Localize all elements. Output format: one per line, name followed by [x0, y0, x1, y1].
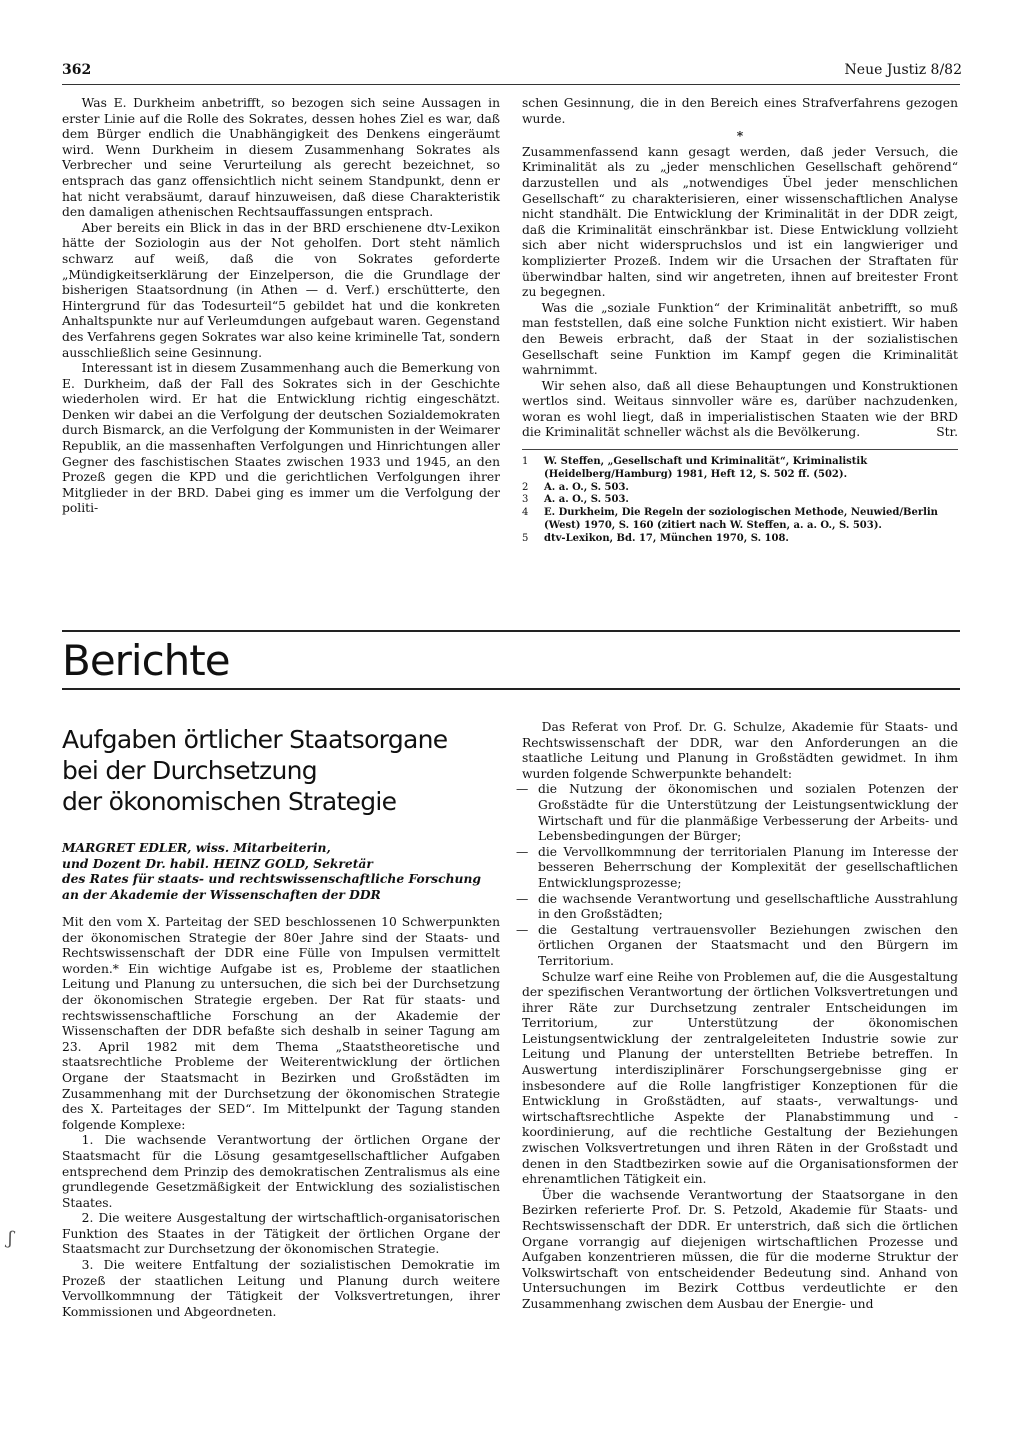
footnote-number: 3 — [522, 494, 529, 506]
section-separator-star: * — [736, 128, 744, 144]
dash-list — [522, 782, 958, 969]
numbered-point: 2. Die weitere Ausgestaltung der wirtschaftlich-organisatorischen Funktion des Staates in der Tätigkeit der örtlichen Organe der Staatsmacht zur Durchsetzung der ökonomischen Strategie. — [62, 1211, 500, 1257]
header-rule — [62, 84, 960, 85]
article-left-column — [62, 915, 500, 1320]
footnote — [522, 507, 958, 533]
page-number: 362 — [62, 62, 92, 78]
footnote-text: dtv-Lexikon, Bd. 17, München 1970, S. 108. — [544, 532, 789, 544]
article-title-line: der ökonomischen Strategie — [62, 787, 397, 816]
article-title-line: Aufgaben örtlicher Staatsorgane — [62, 725, 448, 754]
list-item: — die wachsende Verantwortung und gesellschaftliche Ausstrahlung in den Großstädten; — [522, 892, 958, 923]
byline-line: an der Akademie der Wissenschaften der DDR — [62, 886, 381, 902]
journal-issue: Neue Justiz 8/82 — [844, 62, 962, 78]
footnote-rule — [522, 449, 958, 450]
footnote-number: 1 — [522, 456, 529, 468]
margin-pencil-mark: ʃ — [6, 1227, 15, 1250]
top-left-column — [62, 96, 500, 517]
byline-line: des Rates für staats- und rechtswissenschaftliche Forschung — [62, 871, 482, 887]
paragraph-final — [522, 379, 958, 441]
byline-line: MARGRET EDLER, wiss. Mitarbeiterin, — [62, 840, 331, 855]
page-header — [62, 62, 962, 84]
numbered-point: 1. Die wachsende Verantwortung der örtlichen Organe der Staatsmacht für die Lösung gesamtgesellschaftlicher Aufgaben entsprechend dem Prinzip des demokratischen Zentralismus als eine grundlegende Gesetzmäßigkeit der Entwicklung des sozialistischen Staates. — [62, 1133, 500, 1210]
paragraph: Schulze warf eine Reihe von Problemen auf, die die Ausgestaltung der spezifischen Verantwortung der örtlichen Volksvertretungen und ihrer Räte zur Durchsetzung zentraler Entscheidungen im Territorium, zur Unterstützung der ökonomischen Leistungsentwicklung der zentralgeleiteten Industrie sowie zur Leitung und Planung der unterstellten Betriebe betreffen. In Auswertung interdisziplinärer Forschungsergebnisse ging er insbesondere auf die Rolle langfristiger Konzeptionen für die Entwicklung in Großstädten, auf staats-, verwaltungs- und wirtschaftsrechtliche Aspekte der Planabstimmung und -koordinierung, auf die rechtliche Gestaltung der Beziehungen zwischen Volksvertretungen und ihren Räten in der Großstadt und denen in den Stadtbezirken sowie auf die Organisationsformen der ehrenamtlichen Tätigkeit ein. — [522, 969, 958, 1187]
paragraph: Mit den vom X. Parteitag der SED beschlossenen 10 Schwerpunkten der ökonomischen Strategie der 80er Jahre sind der Staats- und Rechtswissenschaft der DDR eine Fülle von Impulsen vermittelt worden.* Ein wichtige Aufgabe ist es, Probleme der staatlichen Leitung und Planung zu untersuchen, die sich bei der Durchsetzung der ökonomischen Strategie ergeben. Der Rat für staats- und rechtswissenschaftliche Forschung an der Akademie der Wissenschaften der DDR befaßte sich deshalb in seiner Tagung am 23. April 1982 mit dem Thema „Staatstheoretische und staatsrechtliche Probleme der Weiterentwicklung der örtlichen Organe der Staatsmacht in Bezirken und Großstädten im Zusammenhang mit der Durchsetzung der ökonomischen Strategie des X. Parteitages der SED“. Im Mittelpunkt der Tagung standen folgende Komplexe: — [62, 915, 500, 1132]
article-right-column — [522, 720, 958, 1313]
footnote — [522, 533, 958, 546]
footnote-number: 2 — [522, 481, 529, 493]
footnote-number: 5 — [522, 532, 529, 544]
paragraph: Das Referat von Prof. Dr. G. Schulze, Akademie für Staats- und Rechtswissenschaft der DDR, war den Anforderungen an die staatliche Leitung und Planung in Großstädten gewidmet. In ihm wurden folgende Schwerpunkte behandelt: — [522, 720, 958, 781]
paragraph: Aber bereits ein Blick in das in der BRD erschienene dtv-Lexikon hätte der Soziologin aus der Not geholfen. Dort steht nämlich schwarz auf weiß, daß die von Sokrates geforderte „Mündigkeitserklärung der Einzelperson, die die Grundlage der bisherigen Staatsordnung (in Athen — d. Verf.) erschütterte, den Hintergrund für das Todesurteil“5 gebildet hat und die konkreten Anhaltspunkte nur auf Verleumdungen aufgebaut waren. Gegenstand des Verfahrens gegen Sokrates war also keine kriminelle Tat, sondern ausschließlich seine Gesinnung. — [62, 220, 500, 360]
footnote — [522, 494, 958, 507]
paragraph: Über die wachsende Verantwortung der Staatsorgane in den Bezirken referierte Prof. Dr. S. Petzold, Akademie für Staats- und Rechtswissenschaft der DDR. Er unterstrich, daß sich die örtlichen Organe vorrangig auf diejenigen wirtschaftlichen Prozesse und Aufgaben konzentrieren müssen, die für die moderne Struktur der Volkswirtschaft von entscheidender Bedeutung sind. Anhand von Untersuchungen im Bezirk Cottbus verdeutlichte er den Zusammenhang zwischen dem Ausbau der Energie- und — [522, 1187, 958, 1311]
article-title-line: bei der Durchsetzung — [62, 756, 317, 785]
author-signoff: Str. — [936, 425, 958, 440]
byline-line: und Dozent Dr. habil. HEINZ GOLD, Sekretär — [62, 855, 373, 871]
section-rule-bottom — [62, 688, 960, 690]
footnote-text: A. a. O., S. 503. — [544, 481, 629, 493]
footnote-number: 4 — [522, 507, 529, 519]
footnote-text: W. Steffen, „Gesellschaft und Kriminalität“, Kriminalistik (Heidelberg/Hamburg) 1981, Heft 12, S. 502 ff. (502). — [544, 456, 868, 480]
section-rule-top — [62, 630, 960, 632]
paragraph-continuation: schen Gesinnung, die in den Bereich eines Strafverfahrens gezogen wurde. — [522, 96, 958, 126]
list-item: — die Nutzung der ökonomischen und sozialen Potenzen der Großstädte für die Unterstützung der Leistungsentwicklung der Wirtschaft und für die planmäßige Verbesserung der Arbeits- und Lebensbedingungen der Bürger; — [522, 782, 958, 844]
list-item: — die Vervollkommnung der territorialen Planung im Interesse der besseren Beherrschung der Komplexität der gesellschaftlichen Entwicklungsprozesse; — [522, 845, 958, 892]
footnote — [522, 456, 958, 482]
footnote-text: E. Durkheim, Die Regeln der soziologischen Methode, Neuwied/Berlin (West) 1970, S. 160 (zitiert nach W. Steffen, a. a. O., S. 503). — [544, 507, 938, 532]
paragraph: Interessant ist in diesem Zusammenhang auch die Bemerkung von E. Durkheim, daß der Fall des Sokrates sich in der Geschichte wiederholen wird. Er hat die Entwicklung richtig eingeschätzt. Denken wir dabei an die Verfolgung der deutschen Sozialdemokraten durch Bismarck, an die Verfolgung der Kommunisten in der Weimarer Republik, an die massenhaften Verfolgungen und Hinrichtungen aller Gegner des faschistischen Staates zwischen 1933 und 1945, an den Prozeß gegen die KPD und die gerichtlichen Verfolgungen ihrer Mitglieder in der BRD. Dabei ging es immer um die Verfolgung der politi- — [62, 361, 500, 516]
final-text: Wir sehen also, daß all diese Behauptungen und Konstruktionen wertlos sind. Weitaus sinnvoller wäre es, darüber nachzudenken, woran es wohl liegt, daß in imperialistischen Staaten wie der BRD die Kriminalität schneller wächst als die Bevölkerung. — [522, 378, 958, 440]
list-item: — die Gestaltung vertrauensvoller Beziehungen zwischen den örtlichen Organen der Staatsmacht und den Bürgern im Territorium. — [522, 923, 958, 970]
footnotes — [522, 456, 958, 546]
article-byline — [62, 840, 502, 902]
numbered-point: 3. Die weitere Entfaltung der sozialistischen Demokratie im Prozeß der staatlichen Leitung und Planung durch weitere Vervollkommnung der Tätigkeit der Volksvertretungen, ihrer Kommissionen und Abgeordneten. — [62, 1258, 500, 1319]
paragraph: Was E. Durkheim anbetrifft, so bezogen sich seine Aussagen in erster Linie auf die Rolle des Sokrates, dessen hohes Ziel es war, daß dem Bürger endlich die Unabhängigkeit des Denkens eingeräumt wird. Wenn Durkheim in diesem Zusammenhang Sokrates als Verbrecher und seine Verurteilung als gerecht bezeichnet, so entsprach das ganz offensichtlich nicht seinem Standpunkt, denn er hat nicht verabsäumt, darauf hinzuweisen, daß diese Charakteristik den damaligen athenischen Rechtsauffassungen entsprach. — [62, 96, 500, 220]
section-title: Berichte — [62, 636, 230, 685]
top-right-column — [522, 96, 958, 546]
footnote-text: A. a. O., S. 503. — [544, 494, 629, 506]
article-title — [62, 724, 502, 817]
paragraph: Zusammenfassend kann gesagt werden, daß jeder Versuch, die Kriminalität als zu „jeder menschlichen Gesellschaft gehörend“ darzustellen und als „notwendiges Übel jeder menschlichen Gesellschaft“ zu charakterisieren, einer wissenschaftlichen Analyse nicht standhält. Die Entwicklung der Kriminalität in der DDR zeigt, daß die Kriminalität einschränkbar ist. Diese Entwicklung vollzieht sich aber nicht widerspruchslos und ist ein langwieriger und komplizierter Prozeß. Indem wir die Ursachen der Straftaten für überwindbar halten, sind wir angetreten, ihnen auf breitester Front zu begegnen. — [522, 144, 958, 300]
paragraph: Was die „soziale Funktion“ der Kriminalität anbetrifft, so muß man feststellen, daß eine solche Funktion nicht existiert. Wir haben den Beweis erbracht, daß der Staat in der sozialistischen Gesellschaft seine Funktion im Kampf gegen die Kriminalität wahrnimmt. — [522, 300, 958, 378]
footnote — [522, 482, 958, 495]
